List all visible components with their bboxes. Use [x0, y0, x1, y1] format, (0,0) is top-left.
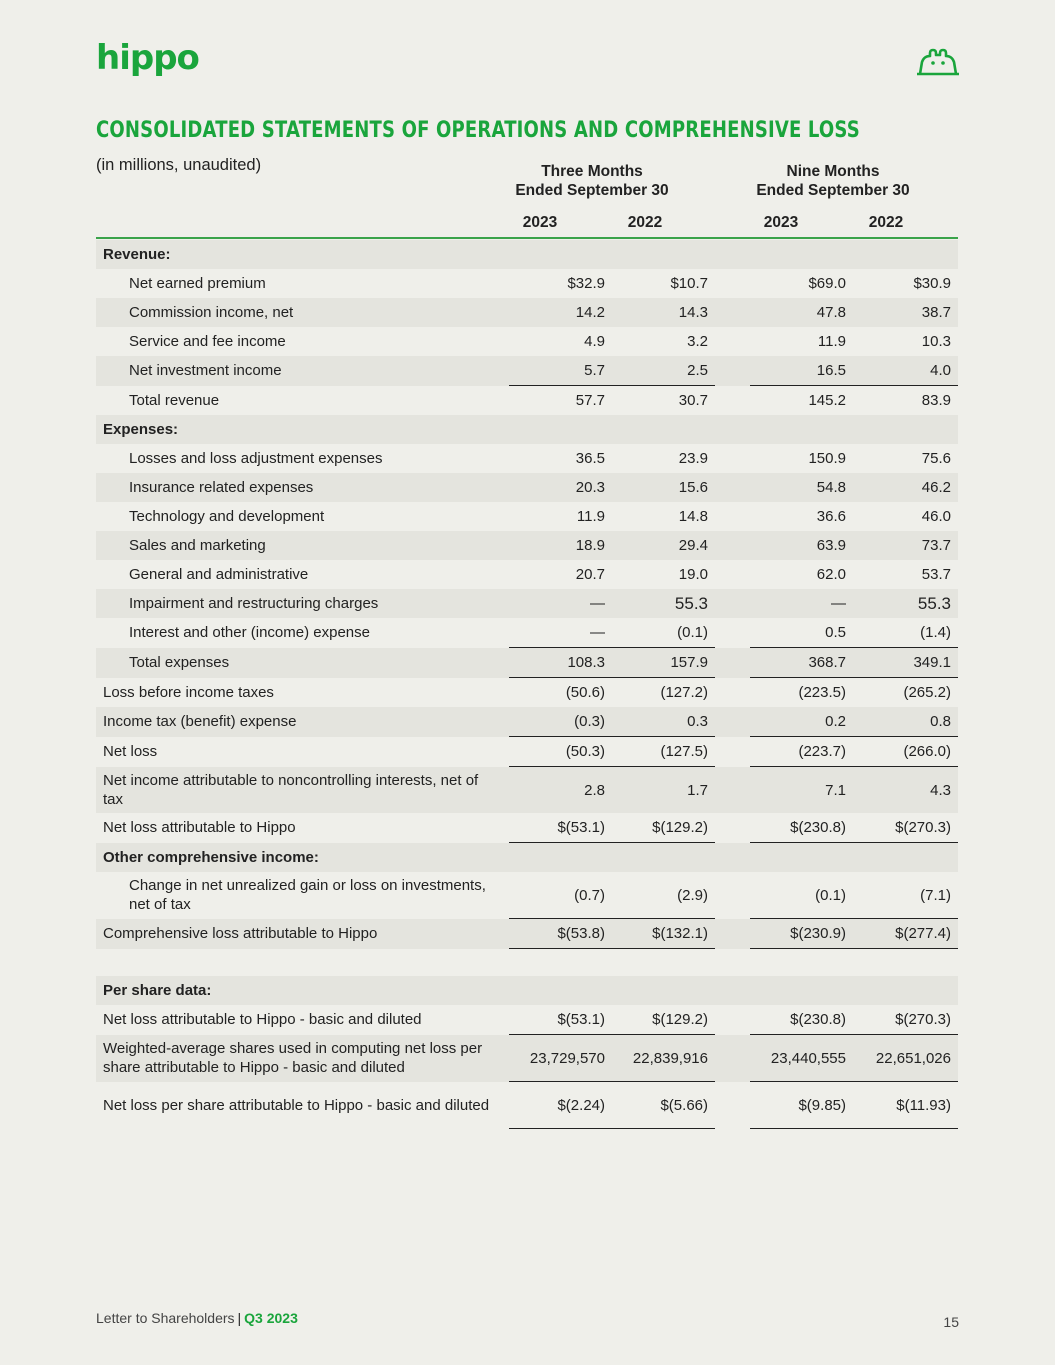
spacer-row [96, 949, 958, 977]
value-cell: 368.7 [750, 648, 853, 678]
value-cell [509, 843, 612, 873]
value-cell: 29.4 [612, 531, 715, 560]
value-cell: 15.6 [612, 473, 715, 502]
row-label: Per share data: [96, 976, 509, 1005]
row-label: Net loss per share attributable to Hippo - basic and diluted [103, 1096, 490, 1114]
table-row [96, 813, 958, 843]
row-label: Sales and marketing [96, 531, 509, 560]
column-gap [715, 1035, 750, 1082]
value-cell: 75.6 [921, 450, 951, 467]
row-label: Revenue: [96, 240, 509, 269]
value-cell: 63.9 [750, 531, 853, 560]
value-cell: (0.3) [509, 707, 612, 737]
table-row [96, 327, 958, 356]
column-gap [715, 813, 750, 843]
table-row [96, 473, 958, 502]
table-row [96, 1082, 958, 1129]
column-gap [715, 1005, 750, 1035]
value-cell: (127.5) [612, 737, 715, 767]
row-label: Net earned premium [129, 275, 266, 292]
value-cell: (223.5) [750, 678, 853, 708]
table-row [96, 444, 958, 473]
table-row [96, 298, 958, 327]
row-label: Insurance related expenses [96, 473, 509, 502]
column-gap [715, 415, 750, 444]
value-cell: $(2.24) [509, 1082, 612, 1129]
value-cell: (0.1) [815, 886, 846, 904]
value-cell [750, 415, 853, 444]
value-cell: — [509, 589, 612, 618]
row-label: Net loss attributable to Hippo - basic and diluted [103, 1011, 422, 1029]
section-header-row [96, 976, 958, 1005]
value-cell [853, 976, 958, 1005]
value-cell: 55.3 [612, 589, 715, 618]
spacer-cell [96, 949, 958, 977]
row-label: Net loss [103, 743, 158, 760]
value-cell: 0.2 [750, 707, 853, 737]
value-cell [750, 976, 853, 1005]
value-cell: 349.1 [853, 648, 958, 678]
value-cell: 19.0 [678, 566, 708, 583]
row-label: Weighted-average shares used in computing net loss per share attributable to Hippo - basic and diluted [96, 1035, 509, 1082]
column-gap [715, 843, 750, 873]
table-row [96, 386, 958, 416]
value-cell [853, 843, 958, 873]
value-cell: 46.2 [853, 473, 958, 502]
row-label: Technology and development [129, 508, 325, 525]
value-cell: $(132.1) [612, 919, 715, 949]
table-row [96, 1035, 958, 1082]
value-cell: 23,440,555 [750, 1035, 853, 1082]
column-gap [715, 767, 750, 814]
value-cell: $(129.2) [612, 1005, 715, 1035]
value-cell [750, 843, 853, 873]
table-row [96, 531, 958, 560]
column-gap [715, 327, 750, 356]
value-cell: 7.1 [750, 767, 853, 814]
value-cell: 36.5 [575, 450, 605, 467]
column-gap [715, 502, 750, 531]
column-gap [715, 1082, 750, 1129]
year-header: 2023 [763, 214, 799, 231]
value-cell: 4.3 [853, 767, 958, 814]
value-cell: $(129.2) [612, 813, 715, 843]
financial-statement-table [96, 240, 958, 1129]
value-cell: 18.9 [509, 531, 612, 560]
value-cell: 54.8 [750, 473, 853, 502]
value-cell: $(5.66) [612, 1082, 715, 1129]
value-cell [509, 976, 612, 1005]
column-gap [715, 240, 750, 269]
value-cell: (127.2) [612, 678, 715, 708]
value-cell: (50.6) [509, 678, 612, 708]
value-cell: 5.7 [509, 356, 612, 386]
value-cell: $(277.4) [853, 919, 958, 949]
value-cell [612, 240, 715, 269]
nine-months-header: Nine Months Ended September 30 [756, 163, 910, 199]
column-gap [715, 473, 750, 502]
units-note: (in millions, unaudited) [96, 156, 262, 174]
value-cell: — [750, 589, 853, 618]
table-row [96, 648, 958, 678]
value-cell: 0.5 [825, 624, 846, 641]
table-row [96, 872, 958, 919]
table-row [96, 589, 958, 618]
table-row [96, 737, 958, 767]
table-row [96, 269, 958, 298]
value-cell: 23,729,570 [509, 1035, 612, 1082]
value-cell: 46.0 [921, 508, 951, 525]
column-gap [715, 386, 750, 416]
row-label: Net loss attributable to Hippo [103, 819, 296, 837]
page-title: CONSOLIDATED STATEMENTS OF OPERATIONS AND COMPREHENSIVE LOSS [96, 118, 860, 143]
value-cell: $(9.85) [750, 1082, 853, 1129]
column-gap [715, 678, 750, 708]
column-gap [715, 737, 750, 767]
value-cell: $32.9 [567, 275, 605, 292]
value-cell: (265.2) [853, 678, 958, 708]
value-cell: 14.3 [612, 298, 715, 327]
value-cell: 20.7 [575, 566, 605, 583]
value-cell: $(270.3) [853, 1005, 958, 1035]
value-cell: (7.1) [920, 886, 951, 904]
section-header-row [96, 843, 958, 873]
value-cell: $69.0 [808, 275, 846, 292]
value-cell: 150.9 [808, 450, 846, 467]
column-gap [715, 269, 750, 298]
row-label: Total revenue [129, 391, 220, 409]
value-cell: 145.2 [750, 386, 853, 416]
value-cell: 10.3 [921, 333, 951, 350]
value-cell: 0.8 [853, 707, 958, 737]
value-cell: (50.3) [509, 737, 612, 767]
section-header-row [96, 240, 958, 269]
value-cell: 11.9 [817, 333, 846, 350]
row-label: Comprehensive loss attributable to Hippo [96, 919, 509, 949]
table-row [96, 767, 958, 814]
row-label: Commission income, net [96, 298, 509, 327]
value-cell: — [590, 624, 605, 641]
value-cell: $30.9 [913, 275, 951, 292]
value-cell: $(270.3) [853, 813, 958, 843]
row-label: Total expenses [96, 648, 509, 678]
hippo-mascot-icon [916, 48, 960, 76]
row-label: Net income attributable to noncontrolling interests, net of tax [96, 767, 509, 814]
value-cell [509, 240, 612, 269]
table-row [96, 356, 958, 386]
row-label: Interest and other (income) expense [129, 624, 370, 642]
value-cell: 83.9 [853, 386, 958, 416]
column-gap [715, 560, 750, 589]
column-gap [715, 444, 750, 473]
row-label: Income tax (benefit) expense [96, 707, 509, 737]
value-cell: 30.7 [612, 386, 715, 416]
table-row [96, 502, 958, 531]
value-cell: (266.0) [853, 737, 958, 767]
row-label: General and administrative [129, 566, 309, 583]
row-label: Impairment and restructuring charges [96, 589, 509, 618]
value-cell: 2.8 [509, 767, 612, 814]
table-row [96, 919, 958, 949]
value-cell: 62.0 [816, 566, 846, 583]
column-gap [715, 976, 750, 1005]
value-cell: 3.2 [687, 333, 708, 350]
value-cell: 1.7 [612, 767, 715, 814]
value-cell: (1.4) [920, 624, 951, 641]
value-cell: 53.7 [921, 566, 951, 583]
value-cell: 47.8 [750, 298, 853, 327]
value-cell: 14.8 [678, 508, 708, 525]
row-label: Change in net unrealized gain or loss on investments, net of tax [129, 877, 486, 914]
row-label: Net investment income [96, 356, 509, 386]
value-cell: $(53.8) [509, 919, 612, 949]
value-cell: $(11.93) [853, 1082, 958, 1129]
column-gap [715, 298, 750, 327]
value-cell: (2.9) [677, 886, 708, 904]
value-cell: 2.5 [612, 356, 715, 386]
value-cell: 38.7 [853, 298, 958, 327]
footer-quarter: Q3 2023 [244, 1310, 298, 1326]
value-cell: 57.7 [509, 386, 612, 416]
column-gap [715, 648, 750, 678]
value-cell [509, 415, 612, 444]
value-cell: 0.3 [612, 707, 715, 737]
row-label: Loss before income taxes [103, 683, 274, 701]
page-number: 15 [943, 1314, 959, 1330]
value-cell: $(53.1) [509, 1005, 612, 1035]
value-cell: 73.7 [853, 531, 958, 560]
value-cell: 20.3 [509, 473, 612, 502]
hippo-logo: hippo [96, 38, 199, 78]
table-row [96, 1005, 958, 1035]
value-cell: (0.7) [574, 886, 605, 904]
column-gap [715, 618, 750, 648]
value-cell: $(230.8) [750, 813, 853, 843]
value-cell: 4.9 [584, 333, 605, 350]
value-cell: 55.3 [853, 589, 958, 618]
footer [96, 1310, 298, 1326]
column-gap [715, 531, 750, 560]
value-cell: 16.5 [750, 356, 853, 386]
table-row [96, 618, 958, 648]
value-cell [853, 415, 958, 444]
value-cell [750, 240, 853, 269]
row-label: Service and fee income [129, 333, 286, 350]
value-cell: 22,839,916 [612, 1035, 715, 1082]
header-divider [96, 237, 958, 239]
value-cell [612, 843, 715, 873]
section-header-row [96, 415, 958, 444]
value-cell [612, 415, 715, 444]
value-cell: 11.9 [576, 508, 605, 525]
row-label: Losses and loss adjustment expenses [129, 450, 383, 467]
value-cell: $(230.9) [750, 919, 853, 949]
column-gap [715, 919, 750, 949]
value-cell: $10.7 [670, 275, 708, 292]
column-gap [715, 872, 750, 919]
value-cell: 36.6 [816, 508, 846, 525]
footer-separator: | [237, 1310, 242, 1326]
value-cell [853, 240, 958, 269]
value-cell [612, 976, 715, 1005]
row-label: Expenses: [96, 415, 509, 444]
row-label: Other comprehensive income: [96, 843, 509, 873]
value-cell: 4.0 [853, 356, 958, 386]
value-cell: 157.9 [612, 648, 715, 678]
column-gap [715, 707, 750, 737]
year-header: 2022 [868, 214, 904, 231]
footer-doc-name: Letter to Shareholders [96, 1310, 235, 1326]
year-header: 2022 [627, 214, 663, 231]
value-cell: 22,651,026 [853, 1035, 958, 1082]
table-row [96, 560, 958, 589]
column-gap [715, 356, 750, 386]
table-row [96, 678, 958, 708]
value-cell: (223.7) [750, 737, 853, 767]
value-cell: 23.9 [678, 450, 708, 467]
year-header: 2023 [522, 214, 558, 231]
value-cell: (0.1) [677, 624, 708, 641]
column-gap [715, 589, 750, 618]
three-months-header: Three Months Ended September 30 [515, 163, 669, 199]
table-row [96, 707, 958, 737]
value-cell: 14.2 [509, 298, 612, 327]
value-cell: $(230.8) [750, 1005, 853, 1035]
value-cell: 108.3 [509, 648, 612, 678]
value-cell: $(53.1) [509, 813, 612, 843]
